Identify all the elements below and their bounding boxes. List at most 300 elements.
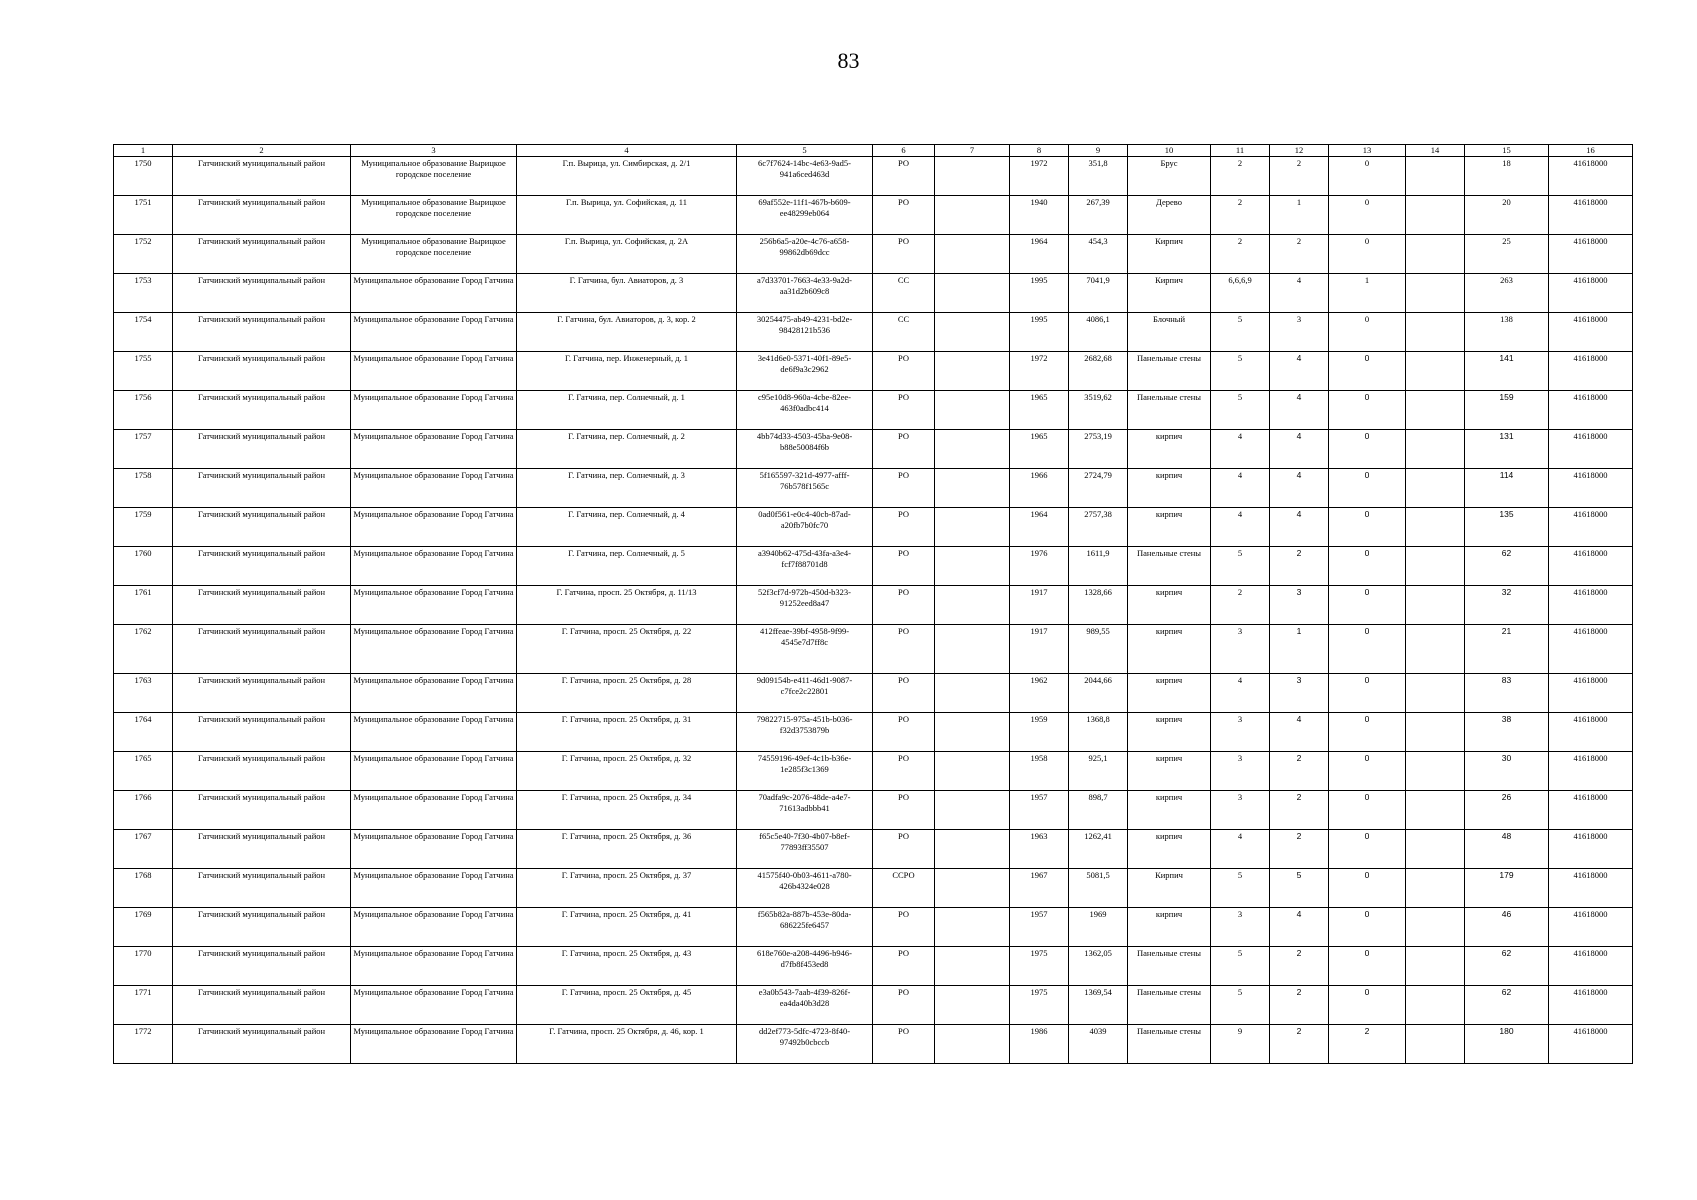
table-cell: 1766	[114, 791, 173, 830]
table-cell: 2	[1270, 547, 1329, 586]
table-row	[114, 196, 1633, 235]
table-cell: 1940	[1010, 196, 1069, 235]
table-cell: 62	[1465, 547, 1549, 586]
table-cell: 41618000	[1549, 235, 1633, 274]
table-cell: 1262,41	[1069, 830, 1128, 869]
table-cell: 41575f40-0b03-4611-a780-426b4324e028	[737, 869, 873, 908]
table-cell: 5	[1211, 986, 1270, 1025]
table-cell: 3	[1211, 791, 1270, 830]
table-cell: 41618000	[1549, 869, 1633, 908]
table-row	[114, 869, 1633, 908]
table-cell: 1758	[114, 469, 173, 508]
table-cell: 1754	[114, 313, 173, 352]
table-cell: 41618000	[1549, 586, 1633, 625]
table-cell: кирпич	[1128, 791, 1211, 830]
table-cell: РО	[873, 157, 935, 196]
table-cell	[935, 791, 1010, 830]
table-cell: 4086,1	[1069, 313, 1128, 352]
table-cell: Панельные стены	[1128, 947, 1211, 986]
table-cell: 4	[1211, 430, 1270, 469]
table-cell	[1406, 586, 1465, 625]
table-cell: РО	[873, 791, 935, 830]
table-cell: 41618000	[1549, 547, 1633, 586]
table-row	[114, 352, 1633, 391]
table-cell: Муниципальное образование Город Гатчина	[351, 352, 517, 391]
table-cell: 0	[1329, 752, 1406, 791]
table-cell: 1964	[1010, 235, 1069, 274]
table-cell: 41618000	[1549, 986, 1633, 1025]
table-cell: 1764	[114, 713, 173, 752]
column-header: 7	[935, 145, 1010, 157]
table-cell: 1760	[114, 547, 173, 586]
table-cell: 4	[1270, 274, 1329, 313]
table-cell: 138	[1465, 313, 1549, 352]
table-cell: 5081,5	[1069, 869, 1128, 908]
table-cell: 1369,54	[1069, 986, 1128, 1025]
table-cell	[1406, 430, 1465, 469]
table-cell: 179	[1465, 869, 1549, 908]
table-cell: 1762	[114, 625, 173, 674]
table-cell: 2044,66	[1069, 674, 1128, 713]
table-cell: Гатчинский муниципальный район	[173, 908, 351, 947]
table-cell: 1753	[114, 274, 173, 313]
table-cell: Гатчинский муниципальный район	[173, 157, 351, 196]
table-cell: 1	[1270, 196, 1329, 235]
table-cell: 5	[1270, 869, 1329, 908]
table-cell: РО	[873, 1025, 935, 1064]
table-cell: Г. Гатчина, пер. Инженерный, д. 1	[517, 352, 737, 391]
table-cell: Г. Гатчина, просп. 25 Октября, д. 36	[517, 830, 737, 869]
table-cell: Муниципальное образование Город Гатчина	[351, 508, 517, 547]
table-cell: 159	[1465, 391, 1549, 430]
table-cell: Гатчинский муниципальный район	[173, 1025, 351, 1064]
column-header: 11	[1211, 145, 1270, 157]
table-cell: f565b82a-887b-453e-80da-686225fe6457	[737, 908, 873, 947]
column-header: 9	[1069, 145, 1128, 157]
table-cell: 5	[1211, 391, 1270, 430]
table-cell: 41618000	[1549, 830, 1633, 869]
table-cell: Гатчинский муниципальный район	[173, 625, 351, 674]
table-cell: 180	[1465, 1025, 1549, 1064]
table-cell: 1757	[114, 430, 173, 469]
table-cell: 4	[1211, 469, 1270, 508]
column-header: 12	[1270, 145, 1329, 157]
table-cell: Кирпич	[1128, 235, 1211, 274]
table-cell	[935, 547, 1010, 586]
table-cell	[1406, 508, 1465, 547]
table-cell: 1972	[1010, 157, 1069, 196]
table-cell: 0	[1329, 547, 1406, 586]
table-cell: 6c7f7624-14bc-4e63-9ad5-941a6ced463d	[737, 157, 873, 196]
table-cell: 1765	[114, 752, 173, 791]
table-cell: РО	[873, 547, 935, 586]
table-row	[114, 752, 1633, 791]
table-cell: a7d33701-7663-4e33-9a2d-aa31d2b609c8	[737, 274, 873, 313]
column-header: 2	[173, 145, 351, 157]
table-row	[114, 791, 1633, 830]
table-cell: Муниципальное образование Город Гатчина	[351, 830, 517, 869]
table-row	[114, 674, 1633, 713]
table-cell: 1965	[1010, 430, 1069, 469]
table-cell: 2	[1270, 752, 1329, 791]
table-cell: 32	[1465, 586, 1549, 625]
table-cell: РО	[873, 430, 935, 469]
table-cell: 1966	[1010, 469, 1069, 508]
table-cell: 351,8	[1069, 157, 1128, 196]
table-cell: кирпич	[1128, 674, 1211, 713]
table-cell: 41618000	[1549, 352, 1633, 391]
table-cell: 0	[1329, 986, 1406, 1025]
table-cell: 4	[1270, 508, 1329, 547]
table-cell: Муниципальное образование Город Гатчина	[351, 586, 517, 625]
table-cell: Муниципальное образование Город Гатчина	[351, 625, 517, 674]
table-cell: 1964	[1010, 508, 1069, 547]
column-header: 5	[737, 145, 873, 157]
table-cell	[935, 313, 1010, 352]
table-cell: 41618000	[1549, 1025, 1633, 1064]
table-cell: 3	[1211, 625, 1270, 674]
table-cell: 2	[1270, 947, 1329, 986]
table-cell: Г. Гатчина, бул. Авиаторов, д. 3	[517, 274, 737, 313]
table-cell: Г. Гатчина, просп. 25 Октября, д. 31	[517, 713, 737, 752]
table-cell: 1976	[1010, 547, 1069, 586]
table-cell: Панельные стены	[1128, 391, 1211, 430]
table-cell: 4	[1211, 830, 1270, 869]
table-cell: 0	[1329, 713, 1406, 752]
table-cell: 1756	[114, 391, 173, 430]
column-header: 3	[351, 145, 517, 157]
table-cell	[935, 586, 1010, 625]
table-cell: Муниципальное образование Город Гатчина	[351, 430, 517, 469]
table-cell: 18	[1465, 157, 1549, 196]
table-row	[114, 1025, 1633, 1064]
table-cell	[1406, 869, 1465, 908]
table-cell	[1406, 196, 1465, 235]
table-cell: СС	[873, 274, 935, 313]
page-number: 83	[837, 48, 860, 73]
column-header: 6	[873, 145, 935, 157]
table-row	[114, 947, 1633, 986]
table-row	[114, 713, 1633, 752]
table-cell	[1406, 274, 1465, 313]
table-cell: 1957	[1010, 908, 1069, 947]
table-cell: 114	[1465, 469, 1549, 508]
table-cell	[1406, 235, 1465, 274]
table-cell: кирпич	[1128, 752, 1211, 791]
table-row	[114, 908, 1633, 947]
housing-registry-table	[113, 144, 1633, 1064]
table-cell: Муниципальное образование Город Гатчина	[351, 986, 517, 1025]
table-cell: 41618000	[1549, 157, 1633, 196]
table-cell: Кирпич	[1128, 274, 1211, 313]
table-cell: Г. Гатчина, просп. 25 Октября, д. 43	[517, 947, 737, 986]
table-cell: 41618000	[1549, 196, 1633, 235]
table-cell: 1995	[1010, 313, 1069, 352]
table-cell: 454,3	[1069, 235, 1128, 274]
table-cell: 83	[1465, 674, 1549, 713]
table-cell: Муниципальное образование Город Гатчина	[351, 908, 517, 947]
table-cell: Гатчинский муниципальный район	[173, 674, 351, 713]
table-cell: Кирпич	[1128, 869, 1211, 908]
table-cell	[1406, 674, 1465, 713]
table-row	[114, 508, 1633, 547]
table-cell: 38	[1465, 713, 1549, 752]
table-cell: 62	[1465, 986, 1549, 1025]
table-cell: 4	[1270, 469, 1329, 508]
table-cell: 0	[1329, 391, 1406, 430]
table-cell: 1763	[114, 674, 173, 713]
table-cell: Дерево	[1128, 196, 1211, 235]
table-cell: 1752	[114, 235, 173, 274]
table-cell: 1768	[114, 869, 173, 908]
table-cell: 52f3cf7d-972b-450d-b323-91252eed8a47	[737, 586, 873, 625]
table-cell: Г. Гатчина, просп. 25 Октября, д. 41	[517, 908, 737, 947]
table-cell	[935, 752, 1010, 791]
table-cell: Г. Гатчина, просп. 25 Октября, д. 11/13	[517, 586, 737, 625]
table-cell	[1406, 986, 1465, 1025]
column-header: 8	[1010, 145, 1069, 157]
table-cell: 1362,05	[1069, 947, 1128, 986]
table-cell	[935, 986, 1010, 1025]
table-cell: 141	[1465, 352, 1549, 391]
table-cell: 1958	[1010, 752, 1069, 791]
table-cell: 3	[1270, 586, 1329, 625]
table-cell: кирпич	[1128, 625, 1211, 674]
table-cell: 1328,66	[1069, 586, 1128, 625]
table-cell: 0	[1329, 947, 1406, 986]
table-cell: 4039	[1069, 1025, 1128, 1064]
table-cell: 2	[1211, 586, 1270, 625]
table-cell: 0	[1329, 830, 1406, 869]
table-cell: кирпич	[1128, 908, 1211, 947]
table-cell: 6,6,6,9	[1211, 274, 1270, 313]
table-cell: 2	[1270, 1025, 1329, 1064]
table-cell: Г.п. Вырица, ул. Симбирская, д. 2/1	[517, 157, 737, 196]
table-cell: 0	[1329, 791, 1406, 830]
table-row	[114, 235, 1633, 274]
table-cell: 41618000	[1549, 908, 1633, 947]
table-cell: 1771	[114, 986, 173, 1025]
table-cell: Гатчинский муниципальный район	[173, 869, 351, 908]
table-cell: Гатчинский муниципальный район	[173, 713, 351, 752]
table-cell: 1761	[114, 586, 173, 625]
table-cell	[1406, 791, 1465, 830]
table-cell: 41618000	[1549, 674, 1633, 713]
table-cell: 48	[1465, 830, 1549, 869]
table-cell: 0	[1329, 625, 1406, 674]
table-cell: Г. Гатчина, пер. Солнечный, д. 5	[517, 547, 737, 586]
table-cell	[935, 430, 1010, 469]
table-cell: 1986	[1010, 1025, 1069, 1064]
table-cell: 4	[1270, 430, 1329, 469]
table-cell: 4	[1270, 391, 1329, 430]
table-cell	[935, 830, 1010, 869]
table-cell: 1969	[1069, 908, 1128, 947]
table-cell: 267,39	[1069, 196, 1128, 235]
table-cell	[935, 352, 1010, 391]
table-cell: РО	[873, 508, 935, 547]
table-cell: Гатчинский муниципальный район	[173, 791, 351, 830]
table-cell	[935, 908, 1010, 947]
table-cell: 131	[1465, 430, 1549, 469]
table-cell: 989,55	[1069, 625, 1128, 674]
table-cell: 1	[1270, 625, 1329, 674]
table-cell: 898,7	[1069, 791, 1128, 830]
table-cell: РО	[873, 752, 935, 791]
table-cell: 1959	[1010, 713, 1069, 752]
table-cell: кирпич	[1128, 430, 1211, 469]
table-cell: 62	[1465, 947, 1549, 986]
table-cell: 3	[1211, 713, 1270, 752]
table-cell	[935, 1025, 1010, 1064]
table-cell: РО	[873, 674, 935, 713]
table-cell: 4	[1270, 713, 1329, 752]
column-header: 15	[1465, 145, 1549, 157]
table-cell: Муниципальное образование Город Гатчина	[351, 869, 517, 908]
table-cell: 2757,38	[1069, 508, 1128, 547]
table-cell	[935, 625, 1010, 674]
table-cell: Муниципальное образование Город Гатчина	[351, 674, 517, 713]
table-cell: Г. Гатчина, пер. Солнечный, д. 2	[517, 430, 737, 469]
table-cell: 1975	[1010, 947, 1069, 986]
table-cell: Муниципальное образование Город Гатчина	[351, 469, 517, 508]
table-cell: 5	[1211, 547, 1270, 586]
table-cell	[1406, 469, 1465, 508]
table-cell: 2682,68	[1069, 352, 1128, 391]
table-cell: 41618000	[1549, 469, 1633, 508]
table-cell: c95e10d8-960a-4cbe-82ee-463f0adbc414	[737, 391, 873, 430]
table-cell: 5	[1211, 313, 1270, 352]
table-row	[114, 274, 1633, 313]
table-cell: РО	[873, 469, 935, 508]
table-row	[114, 391, 1633, 430]
table-cell: 1767	[114, 830, 173, 869]
table-cell: Г. Гатчина, просп. 25 Октября, д. 22	[517, 625, 737, 674]
table-cell: Муниципальное образование Город Гатчина	[351, 1025, 517, 1064]
table-cell: Г. Гатчина, просп. 25 Октября, д. 32	[517, 752, 737, 791]
table-cell	[935, 274, 1010, 313]
table-cell: Г. Гатчина, просп. 25 Октября, д. 37	[517, 869, 737, 908]
table-cell	[1406, 352, 1465, 391]
table-cell: Брус	[1128, 157, 1211, 196]
table-cell: Гатчинский муниципальный район	[173, 196, 351, 235]
table-row	[114, 830, 1633, 869]
table-cell: Гатчинский муниципальный район	[173, 430, 351, 469]
table-cell	[935, 713, 1010, 752]
table-cell: 30	[1465, 752, 1549, 791]
table-cell: Гатчинский муниципальный район	[173, 274, 351, 313]
column-header: 10	[1128, 145, 1211, 157]
table-cell: 30254475-ab49-4231-bd2e-98428121b536	[737, 313, 873, 352]
table-cell: 0	[1329, 430, 1406, 469]
table-cell: 2	[1211, 196, 1270, 235]
table-body	[114, 157, 1633, 1064]
table-cell: 1967	[1010, 869, 1069, 908]
table-cell	[935, 235, 1010, 274]
table-cell: 4	[1270, 908, 1329, 947]
table-cell: dd2ef773-5dfc-4723-8f40-97492b0cbccb	[737, 1025, 873, 1064]
table-cell: 925,1	[1069, 752, 1128, 791]
table-cell: 3e41d6e0-5371-40f1-89e5-de6f9a3c2962	[737, 352, 873, 391]
table-cell: 1975	[1010, 986, 1069, 1025]
table-cell: 1770	[114, 947, 173, 986]
table-cell: 4bb74d33-4503-45ba-9e08-b88e50084f6b	[737, 430, 873, 469]
table-cell: Муниципальное образование Город Гатчина	[351, 791, 517, 830]
table-cell: 2	[1211, 157, 1270, 196]
table-cell: Гатчинский муниципальный район	[173, 586, 351, 625]
table-cell: 2	[1211, 235, 1270, 274]
table-cell: 3	[1211, 908, 1270, 947]
table-cell: кирпич	[1128, 830, 1211, 869]
table-cell: 1962	[1010, 674, 1069, 713]
table-cell: 2753,19	[1069, 430, 1128, 469]
table-cell: 1972	[1010, 352, 1069, 391]
column-header: 16	[1549, 145, 1633, 157]
table-cell	[1406, 313, 1465, 352]
table-cell: Муниципальное образование Город Гатчина	[351, 391, 517, 430]
table-cell: 4	[1211, 674, 1270, 713]
table-cell: Гатчинский муниципальный район	[173, 235, 351, 274]
table-cell: 0ad0f561-e0c4-40cb-87ad-a20fb7b0fc70	[737, 508, 873, 547]
table-cell: РО	[873, 586, 935, 625]
table-cell: 21	[1465, 625, 1549, 674]
table-cell: 0	[1329, 196, 1406, 235]
table-cell: 1917	[1010, 586, 1069, 625]
table-cell: Муниципальное образование Город Гатчина	[351, 752, 517, 791]
table-cell: Гатчинский муниципальный район	[173, 469, 351, 508]
table-cell	[935, 947, 1010, 986]
table-row	[114, 625, 1633, 674]
table-cell: 0	[1329, 674, 1406, 713]
table-cell: Гатчинский муниципальный район	[173, 508, 351, 547]
table-cell: 79822715-975a-451b-b036-f32d3753879b	[737, 713, 873, 752]
table-cell: 1965	[1010, 391, 1069, 430]
table-cell: 4	[1270, 352, 1329, 391]
table-cell: 2	[1270, 791, 1329, 830]
table-cell: 1755	[114, 352, 173, 391]
table-cell: 1	[1329, 274, 1406, 313]
table-row	[114, 586, 1633, 625]
table-cell	[1406, 1025, 1465, 1064]
table-cell: Гатчинский муниципальный район	[173, 547, 351, 586]
table-cell: 3519,62	[1069, 391, 1128, 430]
table-cell: 1963	[1010, 830, 1069, 869]
table-cell: Г. Гатчина, просп. 25 Октября, д. 45	[517, 986, 737, 1025]
table-cell: ССРО	[873, 869, 935, 908]
table-cell: 263	[1465, 274, 1549, 313]
table-cell: 9d09154b-e411-46d1-9087-c7fce2c22801	[737, 674, 873, 713]
table-cell: 3	[1270, 313, 1329, 352]
table-cell: Г. Гатчина, просп. 25 Октября, д. 28	[517, 674, 737, 713]
table-cell	[1406, 625, 1465, 674]
table-cell: Г. Гатчина, просп. 25 Октября, д. 34	[517, 791, 737, 830]
table-cell: 1957	[1010, 791, 1069, 830]
table-cell: 20	[1465, 196, 1549, 235]
table-cell: 2	[1270, 157, 1329, 196]
table-cell: 1772	[114, 1025, 173, 1064]
table-cell	[1406, 713, 1465, 752]
table-cell: Гатчинский муниципальный район	[173, 830, 351, 869]
table-cell: 41618000	[1549, 391, 1633, 430]
table-cell: 0	[1329, 352, 1406, 391]
table-cell: f65c5e40-7f30-4b07-b8ef-77893ff35507	[737, 830, 873, 869]
table-cell: Г. Гатчина, просп. 25 Октября, д. 46, кор. 1	[517, 1025, 737, 1064]
table-cell: Гатчинский муниципальный район	[173, 313, 351, 352]
table-cell: 1751	[114, 196, 173, 235]
table-cell: 5	[1211, 869, 1270, 908]
table-cell: 1759	[114, 508, 173, 547]
table-cell: 0	[1329, 908, 1406, 947]
